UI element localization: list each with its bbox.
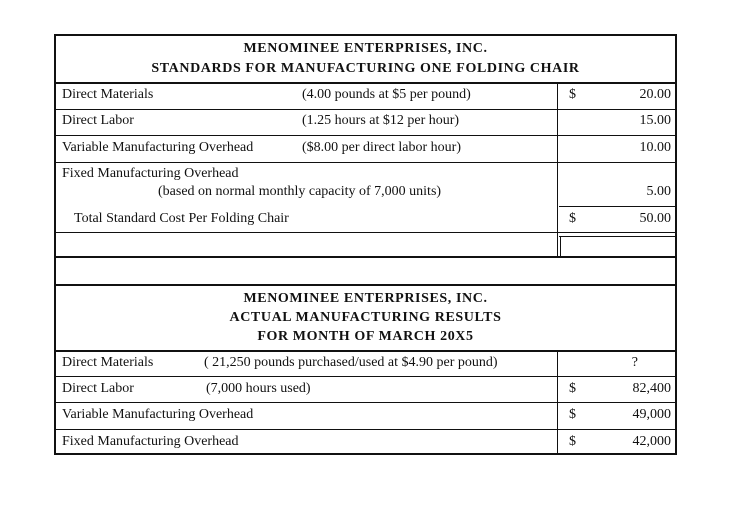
row-label: Direct Materials [62, 355, 154, 370]
total-amount: 50.00 [639, 211, 671, 226]
row-detail: ( 21,250 pounds purchased/used at $4.90 per pound) [204, 355, 498, 370]
divider [56, 135, 675, 136]
row-detail: ($8.00 per direct labor hour) [302, 140, 461, 155]
row-amount: ? [631, 355, 638, 370]
row-label: Variable Manufacturing Overhead [62, 407, 254, 422]
currency-sign: $ [569, 87, 576, 102]
divider [56, 82, 675, 84]
divider [56, 162, 675, 163]
divider [56, 256, 675, 258]
row-detail: (1.25 hours at $12 per hour) [302, 113, 460, 128]
row-label: Fixed Manufacturing Overhead [62, 434, 239, 449]
currency-sign: $ [569, 407, 576, 422]
row-amount: 20.00 [639, 87, 671, 102]
row-label: Direct Materials [62, 87, 154, 102]
divider [559, 236, 675, 237]
row-detail: (4.00 pounds at $5 per pound) [302, 87, 471, 102]
row-detail: (based on normal monthly capacity of 7,000 units) [158, 184, 442, 199]
cost-standards-table [54, 34, 677, 455]
standards-subtitle: STANDARDS FOR MANUFACTURING ONE FOLDING CHAIR [151, 61, 580, 76]
divider [56, 232, 675, 233]
divider [56, 284, 675, 286]
row-label: Variable Manufacturing Overhead [62, 140, 254, 155]
row-detail: (7,000 hours used) [206, 381, 311, 396]
divider [559, 206, 675, 207]
row-label: Fixed Manufacturing Overhead [62, 166, 239, 181]
row-amount: 82,400 [632, 381, 671, 396]
column-divider [557, 82, 558, 258]
divider [56, 376, 675, 377]
currency-sign: $ [569, 434, 576, 449]
divider [56, 109, 675, 110]
currency-sign: $ [569, 381, 576, 396]
row-amount: 15.00 [639, 113, 671, 128]
row-label: Direct Labor [62, 381, 134, 396]
divider [56, 350, 675, 352]
row-amount: 49,000 [632, 407, 671, 422]
actual-period: FOR MONTH OF MARCH 20X5 [257, 329, 474, 344]
standards-company-title: MENOMINEE ENTERPRISES, INC. [243, 41, 488, 56]
currency-sign: $ [569, 211, 576, 226]
row-amount: 42,000 [632, 434, 671, 449]
actual-subtitle: ACTUAL MANUFACTURING RESULTS [229, 310, 502, 325]
total-label: Total Standard Cost Per Folding Chair [74, 211, 289, 226]
row-amount: 10.00 [639, 140, 671, 155]
divider [56, 429, 675, 430]
row-amount: 5.00 [646, 184, 671, 199]
divider [56, 402, 675, 403]
column-divider [560, 236, 561, 258]
actual-company-title: MENOMINEE ENTERPRISES, INC. [243, 291, 488, 306]
row-label: Direct Labor [62, 113, 134, 128]
